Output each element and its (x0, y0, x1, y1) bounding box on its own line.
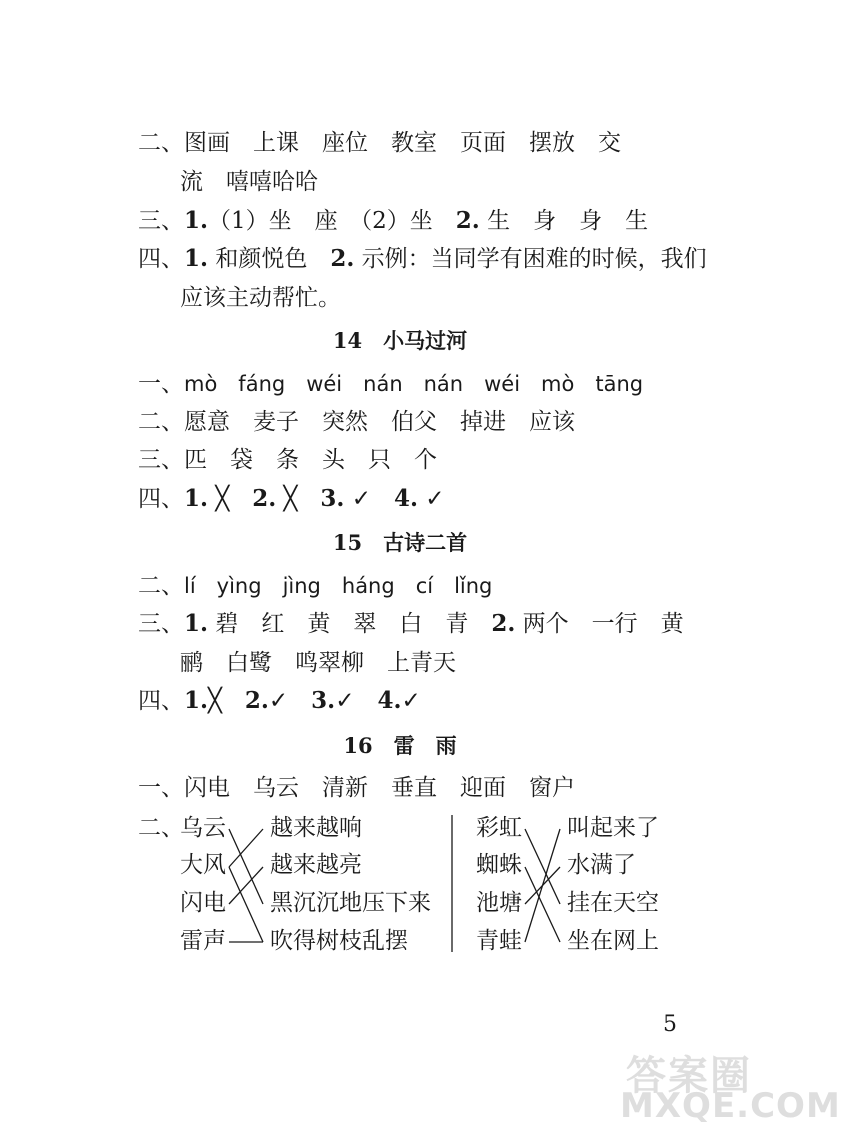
sec13-question-2-cont: 流 嘻嘻哈哈 (180, 169, 318, 195)
sec14-question-3: 三、匹 袋 条 头 只 个 (138, 447, 437, 473)
match-right-phrase: 水满了 (567, 852, 636, 878)
sec14-question-4: 四、1. ╳ 2. ╳ 3. ✓ 4. ✓ (138, 485, 445, 512)
match-left-word: 乌云 (180, 815, 226, 841)
sec14-pinyin: mò fáng wéi nán nán wéi mò tāng (184, 372, 644, 396)
match-left-phrase: 黑沉沉地压下来 (270, 890, 431, 916)
sec13-question-4: 四、1. 和颜悦色 2. 示例：当同学有困难的时候，我们 (138, 245, 707, 272)
match-connector (525, 867, 560, 942)
match-right-word: 池塘 (476, 890, 522, 916)
match-right-phrase: 叫起来了 (567, 815, 659, 841)
match-left-phrase: 吹得树枝乱摆 (270, 928, 408, 954)
match-right-word: 彩虹 (476, 815, 522, 841)
sec15-pinyin: lí yìng jìng háng cí lǐng (184, 574, 493, 598)
sec14-question-1: 一、mò fáng wéi nán nán wéi mò tāng (138, 371, 644, 397)
match-left-phrase: 越来越亮 (270, 852, 362, 878)
sec15-question-3: 三、1. 碧 红 黄 翠 白 青 2. 两个 一行 黄 (138, 610, 684, 637)
match-connector (229, 829, 263, 904)
match-right-word: 青蛙 (476, 928, 522, 954)
match-connector (229, 867, 263, 942)
match-right-phrase: 坐在网上 (567, 928, 659, 954)
sec15-title: 15 古诗二首 (332, 530, 468, 555)
sec16-title: 16 雷 雨 (343, 733, 457, 758)
match-right-phrase: 挂在天空 (567, 890, 659, 916)
match-connector (525, 829, 560, 942)
match-left-phrase: 越来越响 (270, 815, 362, 841)
sec15-question-3-cont: 鹂 白鹭 鸣翠柳 上青天 (180, 650, 456, 676)
page-number: 5 (663, 1012, 677, 1037)
watermark-url: MXQE.COM (620, 1086, 841, 1126)
match-connector (229, 829, 263, 867)
sec16-question-2-label: 二、 (138, 815, 184, 841)
match-left-word: 闪电 (180, 890, 226, 916)
match-connector (525, 829, 560, 904)
sec13-question-2: 二、图画 上课 座位 教室 页面 摆放 交 (138, 130, 621, 156)
match-left-word: 大风 (180, 852, 226, 878)
sec14-question-2: 二、愿意 麦子 突然 伯父 掉进 应该 (138, 409, 575, 435)
watermark-logo (598, 1044, 841, 1126)
sec13-question-4-cont: 应该主动帮忙。 (180, 285, 341, 311)
sec13-question-3: 三、1.（1）坐 座 （2）坐 2. 生 身 身 生 (138, 207, 649, 234)
match-left-word: 雷声 (180, 928, 226, 954)
watermark-brand: 答案圈 (626, 1053, 752, 1099)
match-right-word: 蜘蛛 (476, 852, 522, 878)
sec15-question-4: 四、1.╳ 2.✓ 3.✓ 4.✓ (138, 687, 421, 714)
sec15-question-2: 二、lí yìng jìng háng cí lǐng (138, 573, 493, 599)
match-connector (229, 867, 263, 904)
sec16-question-1: 一、闪电 乌云 清新 垂直 迎面 窗户 (138, 775, 575, 801)
sec14-title: 14 小马过河 (332, 328, 468, 353)
